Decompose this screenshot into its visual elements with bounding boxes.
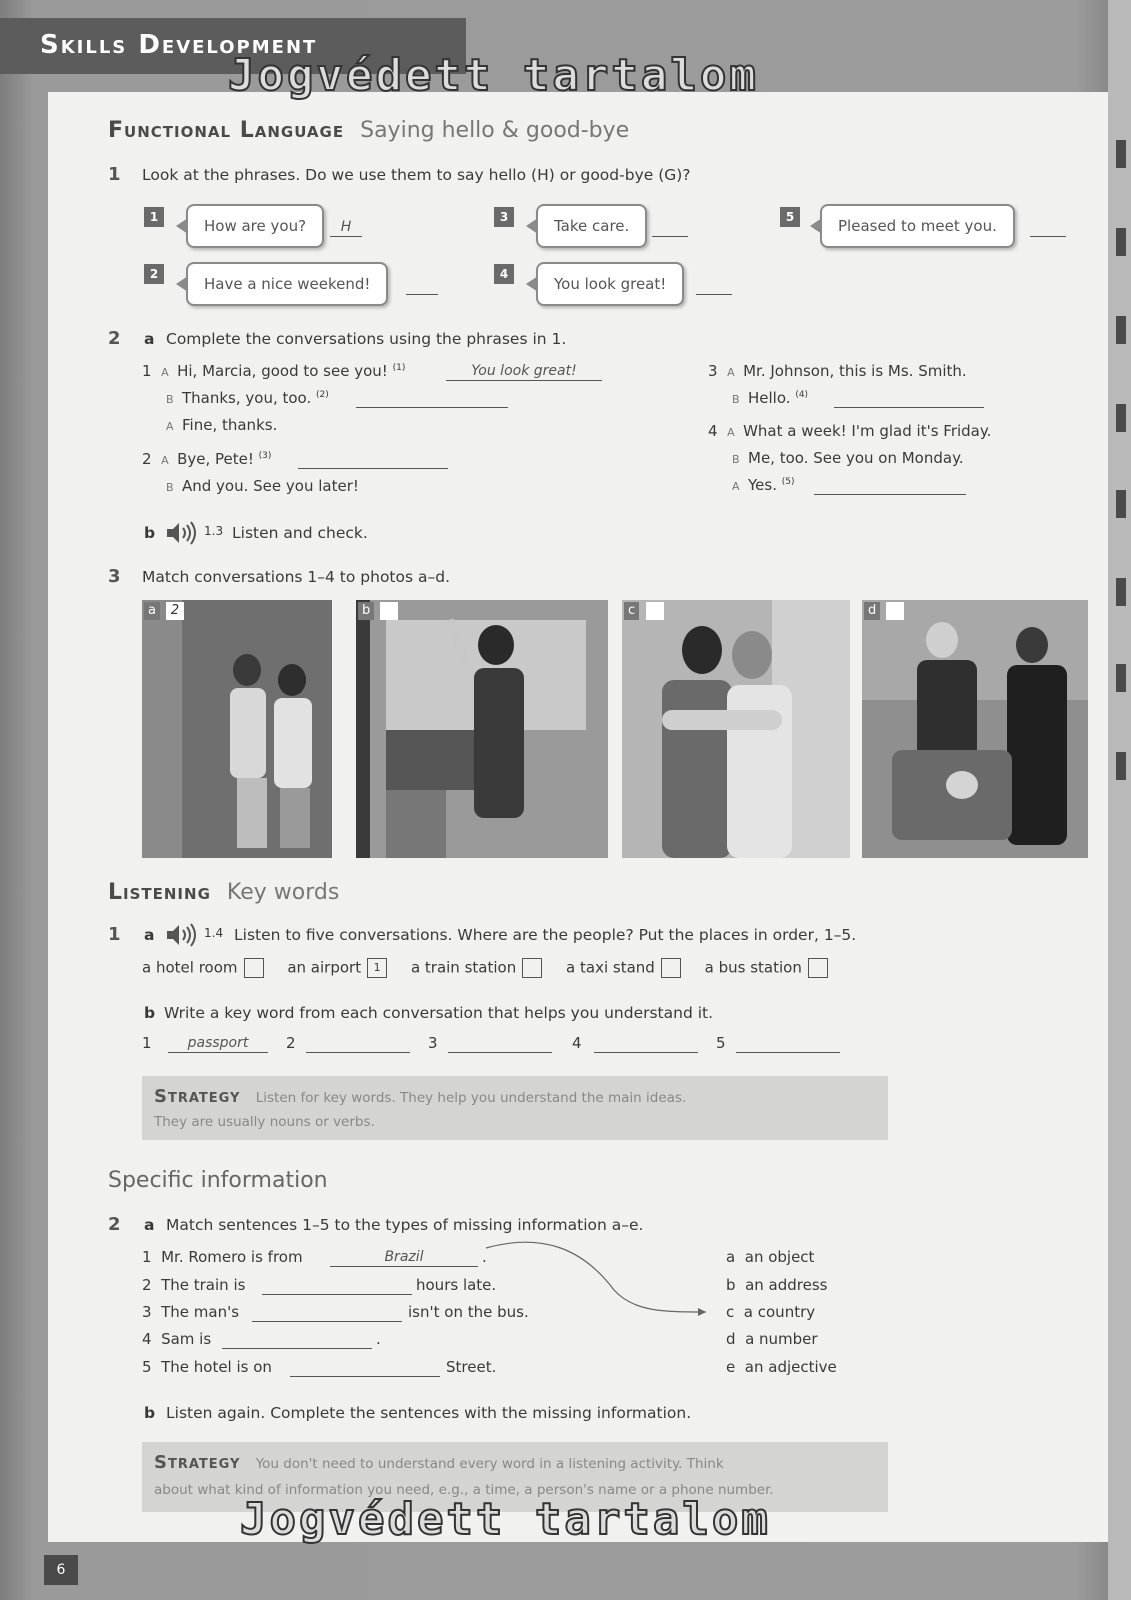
conv-1-answer-2[interactable] [356, 389, 508, 408]
photo-answer-box[interactable] [646, 602, 664, 620]
next-page-mark [1116, 140, 1126, 168]
photo-b [356, 600, 608, 858]
ex2a-letter: a [144, 330, 155, 348]
type-text: a country [743, 1303, 816, 1321]
strategy-line: You don't need to understand every word in a listening activity. Think [255, 1456, 724, 1472]
places-row [142, 958, 828, 978]
place-answer-box[interactable] [661, 958, 681, 978]
sentence-2 [142, 1276, 245, 1294]
sentence-answer[interactable] [252, 1303, 402, 1322]
place-answer-box[interactable] [522, 958, 542, 978]
conv-text: Me, too. See you on Monday. [748, 449, 964, 467]
phrase-number: 2 [144, 264, 164, 284]
speaker-b: B [732, 453, 740, 466]
phrase-number: 1 [144, 207, 164, 227]
conv-number: 2 [142, 450, 152, 468]
phrase-answer[interactable]: H [330, 218, 362, 237]
strategy-line: about what kind of information you need, e.g., a time, a person's name or a phone number. [154, 1482, 774, 1498]
speaker-a: A [166, 420, 174, 433]
photo-a [142, 600, 332, 858]
place-answer-box[interactable]: 1 [367, 958, 387, 978]
conv-3-answer[interactable] [834, 389, 984, 408]
conv-text: And you. See you later! [182, 477, 359, 495]
phrase-answer[interactable] [1030, 218, 1066, 237]
speaker-b: B [166, 393, 174, 406]
sentence-5 [142, 1358, 272, 1376]
audio-icon[interactable] [164, 922, 204, 952]
listen-ex1-number: 1 [108, 924, 121, 945]
phrase-answer[interactable] [696, 276, 732, 295]
kw-answer[interactable] [736, 1034, 840, 1053]
photo-answer-box[interactable] [380, 602, 398, 620]
sentence-number: 1 [142, 1248, 152, 1266]
kw-answer[interactable]: passport [168, 1034, 268, 1053]
gap-number: (2) [316, 390, 329, 400]
conv-4-line-1 [708, 422, 991, 440]
type-c [726, 1303, 815, 1321]
speaker-a: A [732, 480, 740, 493]
kw-num: 4 [572, 1034, 582, 1052]
specific-title: Specific information [108, 1168, 328, 1193]
sentence-1 [142, 1248, 303, 1266]
place-label: a taxi stand [566, 958, 655, 977]
conv-2-answer[interactable] [298, 450, 448, 469]
phrase-number: 3 [494, 207, 514, 227]
type-letter: b [726, 1276, 736, 1294]
kw-answer[interactable] [594, 1034, 698, 1053]
place-answer-box[interactable] [808, 958, 828, 978]
place-label: a bus station [704, 958, 802, 977]
type-b [726, 1276, 827, 1294]
next-page-mark [1116, 578, 1126, 606]
conv-2-line-2 [166, 477, 359, 495]
sentence-text: Mr. Romero is from [161, 1248, 303, 1266]
phrase-bubble: Have a nice weekend! [186, 262, 388, 306]
conv-text: Thanks, you, too. [182, 389, 312, 407]
listen-ex1a-instruction: Listen to five conversations. Where are the people? Put the places in order, 1–5. [234, 926, 857, 944]
next-page-mark [1116, 664, 1126, 692]
speaker-b: B [166, 481, 174, 494]
conv-4-answer[interactable] [814, 476, 966, 495]
conv-text: Bye, Pete! [177, 450, 254, 468]
phrase-bubble: You look great! [536, 262, 684, 306]
sentence-answer[interactable]: Brazil [330, 1248, 478, 1267]
phrase-bubble: How are you? [186, 204, 324, 248]
speaker-a: A [727, 426, 735, 439]
strategy-line: Listen for key words. They help you understand the main ideas. [255, 1090, 687, 1106]
sentence-text: The man's [161, 1303, 240, 1321]
ex3-number: 3 [108, 566, 121, 587]
conv-4-line-3 [732, 476, 795, 494]
sentence-number: 4 [142, 1330, 152, 1348]
spec-ex2a-letter: a [144, 1216, 155, 1234]
spec-ex2b-letter: b [144, 1404, 156, 1422]
photo-c-image [622, 600, 850, 858]
next-page-mark [1116, 316, 1126, 344]
kw-num: 5 [716, 1034, 726, 1052]
track-number: 1.4 [204, 926, 224, 940]
sentence-3 [142, 1303, 239, 1321]
spec-ex2a-instruction: Match sentences 1–5 to the types of missing information a–e. [166, 1216, 644, 1234]
place-label: a train station [410, 958, 517, 977]
sentence-number: 3 [142, 1303, 152, 1321]
conv-3-line-1 [708, 362, 967, 380]
next-page-mark [1116, 752, 1126, 780]
conv-3-line-2 [732, 389, 808, 407]
listening-subtitle: Key words [226, 880, 340, 905]
type-letter: c [726, 1303, 735, 1321]
listening-title: Listening [108, 880, 211, 905]
spec-ex2b-instruction: Listen again. Complete the sentences with the missing information. [166, 1404, 692, 1422]
photo-label: a [144, 602, 160, 620]
type-text: a number [745, 1330, 818, 1348]
sentence-number: 2 [142, 1276, 152, 1294]
next-page-mark [1116, 228, 1126, 256]
photo-a-image [142, 600, 332, 858]
ex1-number: 1 [108, 164, 121, 185]
phrase-number: 4 [494, 264, 514, 284]
photo-d-image [862, 600, 1088, 858]
strategy-line: They are usually nouns or verbs. [154, 1114, 375, 1130]
photo-label: d [864, 602, 880, 620]
speaker-a: A [727, 366, 735, 379]
phrase-bubble: Take care. [536, 204, 647, 248]
kw-num: 3 [428, 1034, 438, 1052]
photo-d [862, 600, 1088, 858]
sentence-end: isn't on the bus. [408, 1303, 529, 1321]
conv-text: What a week! I'm glad it's Friday. [743, 422, 992, 440]
ex1-instruction: Look at the phrases. Do we use them to say hello (H) or good-bye (G)? [142, 166, 691, 184]
sentence-text: The hotel is on [161, 1358, 272, 1376]
type-text: an address [745, 1276, 828, 1294]
kw-num: 1 [142, 1034, 152, 1052]
sentence-number: 5 [142, 1358, 152, 1376]
gap-number: (3) [258, 451, 272, 461]
conv-text: Mr. Johnson, this is Ms. Smith. [743, 362, 967, 380]
sentence-answer[interactable] [262, 1276, 412, 1295]
place-label: an airport [287, 958, 362, 977]
photo-label: b [358, 602, 374, 620]
photo-c [622, 600, 850, 858]
sentence-end: . [482, 1248, 487, 1266]
gap-number: (5) [781, 477, 795, 487]
kw-num: 2 [286, 1034, 296, 1052]
listen-ex1b-letter: b [144, 1004, 156, 1022]
conv-4-line-2 [732, 449, 964, 467]
strategy-label: Strategy [154, 1086, 241, 1107]
listen-ex1b-instruction: Write a key word from each conversation that helps you understand it. [164, 1004, 714, 1022]
audio-icon[interactable] [164, 520, 204, 550]
kw-answer[interactable] [306, 1034, 410, 1053]
ex3-instruction: Match conversations 1–4 to photos a–d. [142, 568, 451, 586]
sentence-text: Sam is [161, 1330, 212, 1348]
ex2-number: 2 [108, 328, 121, 349]
conv-text: Fine, thanks. [182, 416, 278, 434]
ex2a-instruction: Complete the conversations using the phrases in 1. [166, 330, 567, 348]
watermark-bottom: Jogvédett tartalom [240, 1494, 771, 1545]
speaker-b: B [732, 393, 740, 406]
phrase-number: 5 [780, 207, 800, 227]
type-letter: e [726, 1358, 736, 1376]
sentence-end: hours late. [416, 1276, 497, 1294]
next-page-mark [1116, 404, 1126, 432]
conv-text: Yes. [748, 476, 777, 494]
conv-text: Hi, Marcia, good to see you! [177, 362, 388, 380]
spec-ex2-number: 2 [108, 1214, 121, 1235]
listen-ex1a-letter: a [144, 926, 155, 944]
kw-answer[interactable] [448, 1034, 552, 1053]
match-line [484, 1240, 714, 1320]
ex2b-letter: b [144, 524, 156, 542]
specific-heading [108, 1168, 328, 1193]
type-d [726, 1330, 818, 1348]
speaker-a: A [161, 454, 169, 467]
phrase-answer[interactable] [406, 276, 438, 295]
gap-number: (4) [795, 390, 809, 400]
track-number: 1.3 [204, 524, 224, 538]
sentence-4 [142, 1330, 211, 1348]
place-label: a hotel room [142, 958, 238, 977]
phrase-answer[interactable] [652, 218, 688, 237]
place-answer-box[interactable] [244, 958, 264, 978]
photo-answer-box[interactable] [886, 602, 904, 620]
strategy-label: Strategy [154, 1452, 241, 1473]
photo-b-image [356, 600, 608, 858]
conv-1-line-1 [142, 362, 405, 380]
type-letter: d [726, 1330, 736, 1348]
functional-title: Functional Language [108, 118, 345, 143]
page-number: 6 [44, 1555, 78, 1585]
type-letter: a [726, 1248, 736, 1266]
next-page-mark [1116, 490, 1126, 518]
type-a [726, 1248, 814, 1266]
type-text: an adjective [744, 1358, 837, 1376]
watermark-top: Jogvédett tartalom [228, 50, 759, 101]
sentence-answer[interactable] [222, 1330, 372, 1349]
gap-number: (1) [392, 363, 406, 373]
speaker-a: A [161, 366, 169, 379]
photo-label: c [624, 602, 639, 620]
functional-subtitle: Saying hello & good-bye [360, 118, 630, 143]
conv-1-line-2 [166, 389, 329, 407]
type-e [726, 1358, 837, 1376]
ex2b-instruction: Listen and check. [232, 524, 368, 542]
conv-1-line-3 [166, 416, 277, 434]
functional-heading [108, 118, 629, 143]
conv-number: 3 [708, 362, 718, 380]
conv-1-answer-1[interactable]: You look great! [446, 362, 602, 381]
conv-text: Hello. [748, 389, 791, 407]
conv-2-line-1 [142, 450, 271, 468]
sentence-answer[interactable] [290, 1358, 440, 1377]
conv-number: 4 [708, 422, 718, 440]
sentence-text: The train is [161, 1276, 246, 1294]
sentence-end: Street. [446, 1358, 497, 1376]
phrase-bubble: Pleased to meet you. [820, 204, 1015, 248]
section-band-title: Skills Development [40, 30, 318, 60]
sentence-end: . [376, 1330, 381, 1348]
strategy-box-1 [142, 1076, 888, 1140]
photo-answer-box[interactable]: 2 [166, 602, 184, 620]
conv-number: 1 [142, 362, 152, 380]
type-text: an object [744, 1248, 815, 1266]
listening-heading [108, 880, 339, 905]
